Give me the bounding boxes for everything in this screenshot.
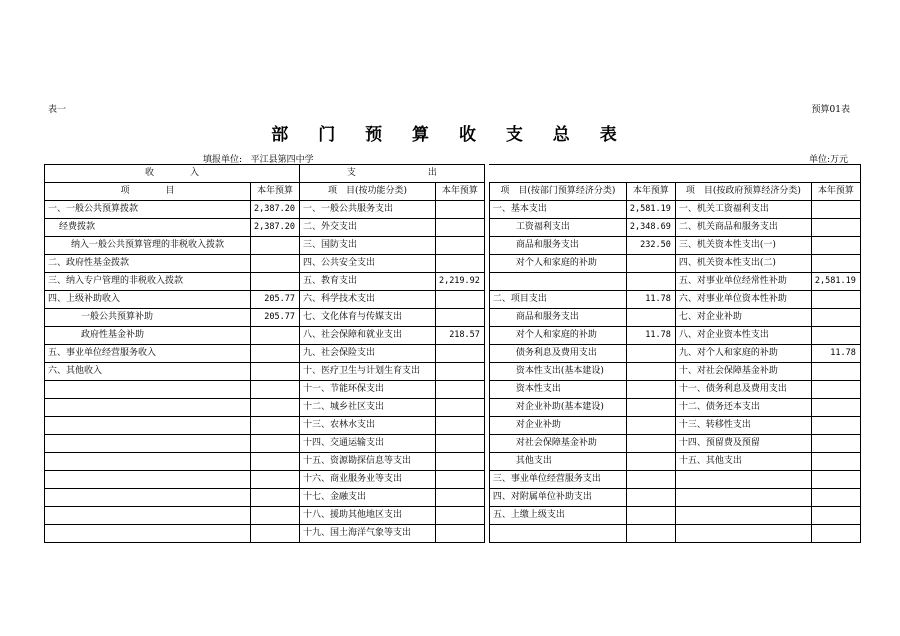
gov-budget-cell bbox=[811, 219, 860, 237]
func-budget-cell bbox=[435, 255, 484, 273]
dept-budget-cell bbox=[626, 273, 675, 291]
income-item-cell: 一、一般公共预算拨款 bbox=[45, 201, 251, 219]
gov-budget-cell bbox=[811, 417, 860, 435]
income-item-cell bbox=[45, 489, 251, 507]
dept-budget-cell bbox=[626, 435, 675, 453]
func-item-cell: 八、社会保障和就业支出 bbox=[299, 327, 435, 345]
expense-group-header: 支 出 bbox=[299, 165, 484, 183]
table-row bbox=[45, 345, 861, 363]
gov-budget-cell bbox=[811, 363, 860, 381]
group-header-row bbox=[45, 165, 861, 183]
func-budget-cell bbox=[435, 399, 484, 417]
func-budget-cell bbox=[435, 309, 484, 327]
income-item-cell bbox=[45, 507, 251, 525]
dept-budget-cell: 2,348.69 bbox=[626, 219, 675, 237]
dept-item-cell: 对企业补助 bbox=[489, 417, 626, 435]
gov-item-cell: 十二、债务还本支出 bbox=[675, 399, 811, 417]
dept-item-cell: 五、上缴上级支出 bbox=[489, 507, 626, 525]
page-title: 部 门 预 算 收 支 总 表 bbox=[271, 125, 629, 145]
table-row bbox=[45, 489, 861, 507]
dept-item-cell: 四、对附属单位补助支出 bbox=[489, 489, 626, 507]
filler-name: 平江县第四中学 bbox=[250, 155, 314, 165]
income-budget-cell: 2,387.20 bbox=[251, 219, 300, 237]
gov-budget-cell bbox=[811, 435, 860, 453]
func-budget-cell: 2,219.92 bbox=[435, 273, 484, 291]
gov-item-cell bbox=[675, 471, 811, 489]
income-budget-cell bbox=[251, 435, 300, 453]
func-item-cell: 一、一般公共服务支出 bbox=[299, 201, 435, 219]
func-item-cell: 十六、商业服务业等支出 bbox=[299, 471, 435, 489]
income-budget-cell bbox=[251, 255, 300, 273]
income-item-cell bbox=[45, 399, 251, 417]
func-budget-cell bbox=[435, 381, 484, 399]
dept-budget-cell bbox=[626, 471, 675, 489]
dept-budget-cell: 11.78 bbox=[626, 291, 675, 309]
income-item-cell bbox=[45, 471, 251, 489]
func-budget-cell bbox=[435, 219, 484, 237]
gov-item-cell: 十三、转移性支出 bbox=[675, 417, 811, 435]
income-budget-cell bbox=[251, 525, 300, 543]
table-row bbox=[45, 273, 861, 291]
income-item-cell: 二、政府性基金拨款 bbox=[45, 255, 251, 273]
func-item-cell: 十四、交通运输支出 bbox=[299, 435, 435, 453]
gov-item-cell: 三、机关资本性支出(一) bbox=[675, 237, 811, 255]
gov-budget-cell bbox=[811, 201, 860, 219]
table-row bbox=[45, 255, 861, 273]
func-budget-cell bbox=[435, 507, 484, 525]
gov-budget-cell: 11.78 bbox=[811, 345, 860, 363]
income-budget-cell bbox=[251, 237, 300, 255]
dept-budget-cell: 2,581.19 bbox=[626, 201, 675, 219]
income-item-cell bbox=[45, 453, 251, 471]
func-budget-cell bbox=[435, 291, 484, 309]
func-budget-header: 本年预算 bbox=[435, 183, 484, 201]
table-row bbox=[45, 399, 861, 417]
income-budget-cell bbox=[251, 363, 300, 381]
gov-budget-cell bbox=[811, 255, 860, 273]
gov-item-cell: 四、机关资本性支出(二) bbox=[675, 255, 811, 273]
dept-budget-cell bbox=[626, 525, 675, 543]
column-header-row bbox=[45, 183, 861, 201]
table-row bbox=[45, 291, 861, 309]
dept-budget-cell bbox=[626, 507, 675, 525]
gov-budget-cell bbox=[811, 507, 860, 525]
income-budget-cell bbox=[251, 381, 300, 399]
filler-label: 填报单位: bbox=[203, 155, 243, 165]
func-budget-cell bbox=[435, 417, 484, 435]
gov-item-cell: 一、机关工资福利支出 bbox=[675, 201, 811, 219]
gov-item-cell bbox=[675, 507, 811, 525]
dept-budget-cell bbox=[626, 399, 675, 417]
income-item-cell: 一般公共预算补助 bbox=[45, 309, 251, 327]
gov-budget-cell bbox=[811, 327, 860, 345]
dept-item-cell bbox=[489, 525, 626, 543]
dept-item-cell: 商品和服务支出 bbox=[489, 237, 626, 255]
func-budget-cell bbox=[435, 345, 484, 363]
func-item-cell: 十、医疗卫生与计划生育支出 bbox=[299, 363, 435, 381]
func-item-cell: 十九、国土海洋气象等支出 bbox=[299, 525, 435, 543]
gov-item-cell bbox=[675, 525, 811, 543]
dept-item-cell: 二、项目支出 bbox=[489, 291, 626, 309]
table-row bbox=[45, 219, 861, 237]
gov-budget-cell bbox=[811, 525, 860, 543]
dept-budget-cell: 232.50 bbox=[626, 237, 675, 255]
income-item-header: 项 目 bbox=[45, 183, 251, 201]
dept-budget-cell bbox=[626, 345, 675, 363]
gov-budget-cell: 2,581.19 bbox=[811, 273, 860, 291]
dept-item-cell: 债务利息及费用支出 bbox=[489, 345, 626, 363]
func-budget-cell bbox=[435, 237, 484, 255]
gov-budget-cell bbox=[811, 381, 860, 399]
income-item-cell: 政府性基金补助 bbox=[45, 327, 251, 345]
dept-item-cell: 一、基本支出 bbox=[489, 201, 626, 219]
income-item-cell bbox=[45, 381, 251, 399]
gov-budget-cell bbox=[811, 291, 860, 309]
func-item-cell: 六、科学技术支出 bbox=[299, 291, 435, 309]
func-item-cell: 七、文化体育与传媒支出 bbox=[299, 309, 435, 327]
func-item-cell: 十七、金融支出 bbox=[299, 489, 435, 507]
gov-item-cell: 九、对个人和家庭的补助 bbox=[675, 345, 811, 363]
income-budget-cell bbox=[251, 345, 300, 363]
table-row bbox=[45, 309, 861, 327]
dept-budget-cell bbox=[626, 453, 675, 471]
dept-budget-cell bbox=[626, 381, 675, 399]
budget-table bbox=[44, 164, 861, 543]
dept-item-cell: 对个人和家庭的补助 bbox=[489, 255, 626, 273]
table-row bbox=[45, 237, 861, 255]
income-item-cell: 六、其他收入 bbox=[45, 363, 251, 381]
func-item-cell: 四、公共安全支出 bbox=[299, 255, 435, 273]
table-row bbox=[45, 363, 861, 381]
table-row bbox=[45, 525, 861, 543]
gov-budget-cell bbox=[811, 399, 860, 417]
income-budget-cell bbox=[251, 507, 300, 525]
income-budget-cell: 2,387.20 bbox=[251, 201, 300, 219]
income-budget-cell bbox=[251, 453, 300, 471]
gov-budget-header: 本年预算 bbox=[811, 183, 860, 201]
gov-budget-cell bbox=[811, 453, 860, 471]
dept-budget-cell bbox=[626, 255, 675, 273]
gov-item-cell: 十五、其他支出 bbox=[675, 453, 811, 471]
dept-item-cell bbox=[489, 273, 626, 291]
income-item-cell: 纳入一般公共预算管理的非税收入拨款 bbox=[45, 237, 251, 255]
income-item-cell: 四、上级补助收入 bbox=[45, 291, 251, 309]
dept-item-cell: 对企业补助(基本建设) bbox=[489, 399, 626, 417]
table-row bbox=[45, 201, 861, 219]
income-item-cell: 三、纳入专户管理的非税收入拨款 bbox=[45, 273, 251, 291]
table-label: 表一 bbox=[48, 105, 67, 115]
gov-item-cell: 五、对事业单位经常性补助 bbox=[675, 273, 811, 291]
gov-item-cell: 二、机关商品和服务支出 bbox=[675, 219, 811, 237]
func-budget-cell bbox=[435, 201, 484, 219]
gov-budget-cell bbox=[811, 237, 860, 255]
income-item-cell bbox=[45, 525, 251, 543]
dept-item-cell: 资本性支出(基本建设) bbox=[489, 363, 626, 381]
dept-item-cell: 对个人和家庭的补助 bbox=[489, 327, 626, 345]
func-item-header: 项 目(按功能分类) bbox=[299, 183, 435, 201]
dept-budget-cell bbox=[626, 363, 675, 381]
income-budget-cell bbox=[251, 399, 300, 417]
income-budget-cell bbox=[251, 327, 300, 345]
gov-item-header: 项 目(按政府预算经济分类) bbox=[675, 183, 811, 201]
func-item-cell: 二、外交支出 bbox=[299, 219, 435, 237]
func-budget-cell bbox=[435, 453, 484, 471]
dept-budget-cell: 11.78 bbox=[626, 327, 675, 345]
dept-item-cell: 商品和服务支出 bbox=[489, 309, 626, 327]
table-row bbox=[45, 453, 861, 471]
gov-item-cell bbox=[675, 489, 811, 507]
func-item-cell: 十五、资源勘探信息等支出 bbox=[299, 453, 435, 471]
income-budget-header: 本年预算 bbox=[251, 183, 300, 201]
dept-budget-header: 本年预算 bbox=[626, 183, 675, 201]
func-item-cell: 十八、援助其他地区支出 bbox=[299, 507, 435, 525]
income-budget-cell bbox=[251, 471, 300, 489]
dept-item-cell: 三、事业单位经营服务支出 bbox=[489, 471, 626, 489]
income-budget-cell bbox=[251, 417, 300, 435]
dept-item-header: 项 目(按部门预算经济分类) bbox=[489, 183, 626, 201]
func-item-cell: 十一、节能环保支出 bbox=[299, 381, 435, 399]
income-budget-cell bbox=[251, 489, 300, 507]
gov-item-cell: 十一、债务利息及费用支出 bbox=[675, 381, 811, 399]
func-item-cell: 十二、城乡社区支出 bbox=[299, 399, 435, 417]
gov-item-cell: 六、对事业单位资本性补助 bbox=[675, 291, 811, 309]
income-item-cell bbox=[45, 435, 251, 453]
table-row bbox=[45, 327, 861, 345]
func-item-cell: 九、社会保险支出 bbox=[299, 345, 435, 363]
form-code: 预算01表 bbox=[811, 105, 850, 115]
table-row bbox=[45, 471, 861, 489]
table-row bbox=[45, 507, 861, 525]
func-budget-cell bbox=[435, 489, 484, 507]
income-budget-cell: 205.77 bbox=[251, 309, 300, 327]
gov-budget-cell bbox=[811, 471, 860, 489]
func-budget-cell bbox=[435, 435, 484, 453]
income-item-cell bbox=[45, 417, 251, 435]
gov-budget-cell bbox=[811, 489, 860, 507]
income-group-header: 收 入 bbox=[45, 165, 300, 183]
unit-label: 单位:万元 bbox=[808, 155, 848, 165]
func-budget-cell: 218.57 bbox=[435, 327, 484, 345]
gov-item-cell: 十四、预留费及预留 bbox=[675, 435, 811, 453]
gov-item-cell: 七、对企业补助 bbox=[675, 309, 811, 327]
gov-item-cell: 十、对社会保障基金补助 bbox=[675, 363, 811, 381]
dept-item-cell: 其他支出 bbox=[489, 453, 626, 471]
func-budget-cell bbox=[435, 525, 484, 543]
func-item-cell: 五、教育支出 bbox=[299, 273, 435, 291]
income-item-cell: 经费拨款 bbox=[45, 219, 251, 237]
income-budget-cell bbox=[251, 273, 300, 291]
dept-item-cell: 工资福利支出 bbox=[489, 219, 626, 237]
gov-budget-cell bbox=[811, 309, 860, 327]
gov-item-cell: 八、对企业资本性支出 bbox=[675, 327, 811, 345]
func-budget-cell bbox=[435, 363, 484, 381]
dept-item-cell: 资本性支出 bbox=[489, 381, 626, 399]
dept-item-cell: 对社会保障基金补助 bbox=[489, 435, 626, 453]
func-item-cell: 三、国防支出 bbox=[299, 237, 435, 255]
func-item-cell: 十三、农林水支出 bbox=[299, 417, 435, 435]
income-budget-cell: 205.77 bbox=[251, 291, 300, 309]
table-row bbox=[45, 381, 861, 399]
func-budget-cell bbox=[435, 471, 484, 489]
income-item-cell: 五、事业单位经营服务收入 bbox=[45, 345, 251, 363]
dept-budget-cell bbox=[626, 489, 675, 507]
table-row bbox=[45, 435, 861, 453]
dept-budget-cell bbox=[626, 417, 675, 435]
dept-budget-cell bbox=[626, 309, 675, 327]
table-row bbox=[45, 417, 861, 435]
